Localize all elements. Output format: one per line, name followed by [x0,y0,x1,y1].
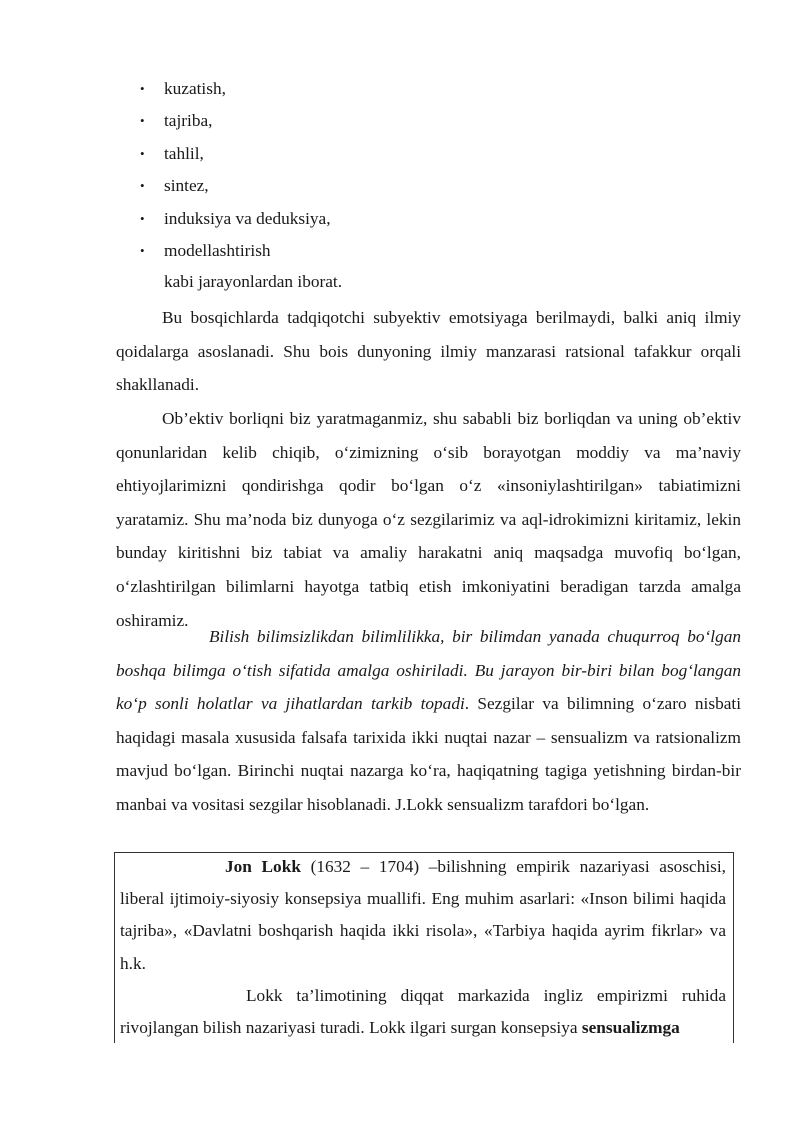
biography-paragraph-2 [120,980,726,1043]
italic-definition: Bilish bilimsizlikdan bilimlilikka, bir bilimdan yanada chuqurroq bo‘lgan boshqa bilimga o‘tish sifatida amalga oshiriladi. Bu jarayon bir-biri bilan bog‘langan ko‘p sonli holatlar va jihatlardan tarkib topadi [116,627,741,714]
bullet-icon: • [140,113,145,129]
list-conclusion: kabi jarayonlardan iborat. [164,272,343,291]
list-item-text: tajriba, [164,111,213,131]
biography-box [114,852,734,1043]
biography-intro [120,852,726,980]
list-item [136,235,696,267]
person-name: Jon Lokk [225,857,301,876]
paragraph-2: Ob’ektiv borliqni biz yaratmaganmiz, shu sababli biz borliqdan va uning ob’ektiv qonunlaridan kelib chiqib, o‘zimizning o‘sib borayotgan moddiy va ma’naviy ehtiyojlarimizni qondirishga qodir bo‘lgan o‘z «insoniylashtirilgan» tabiatimizni yaratamiz. Shu ma’noda biz dunyoga o‘z sezgilarimiz va aql-idrokimizni kiritamiz, lekin bunday kiritishni biz tabiat va amaliy harakatni aniq maqsadga muvofiq bo‘lgan, o‘zlashtirilgan bilimlarni hayotga tatbiq etish imkoniyatini beradigan tarzda amalga oshiramiz. [116,409,741,630]
bullet-icon: • [140,210,145,226]
list-item [136,138,696,170]
list-item [136,170,696,202]
list-item [136,105,696,137]
list-item [136,73,696,105]
method-list [136,73,696,267]
paragraph-1: Bu bosqichlarda tadqiqotchi subyektiv emotsiyaga berilmaydi, balki aniq ilmiy qoidalarga asoslanadi. Shu bois dunyoning ilmiy manzarasi ratsional tafakkur orqali shakllanadi. [116,308,741,395]
biography-text: (1632 – 1704) –bilishning empirik nazariyasi asoschisi, liberal ijtimoiy-siyosiy konsepsiya muallifi. Eng muhim asarlari: «Inson bilimi haqida tajriba», «Davlatni boshqarish haqida ikki risola», «Tarbiya haqida ayrim fikrlar» va h.k. [120,857,727,973]
bullet-icon: • [140,178,145,194]
list-item-text: modellashtirish [164,240,271,260]
list-item-text: induksiya va deduksiya, [164,208,331,228]
paragraph-3-rest: . Sezgilar va bilimning o‘zaro nisbati haqidagi masala xususida falsafa tarixida ikki nuqtai nazar – sensualizm va ratsionalizm mavjud bo‘lgan. Birinchi nuqtai nazarga ko‘ra, haqiqatning tagiga yetishning birdan-bir manbai va vositasi sezgilar hisoblanadi. J.Lokk sensualizm tarafdori bo‘lgan. [116,694,741,814]
paragraph-3 [116,620,741,822]
list-item [136,203,696,235]
bold-term: sensualizmga [581,1018,680,1038]
bullet-icon: • [140,242,145,258]
bullet-icon: • [140,145,145,161]
list-item-text: tahlil, [164,143,204,163]
list-item-text: kuzatish, [164,79,226,98]
list-item-text: sintez, [164,176,209,196]
bullet-icon: • [140,81,145,96]
biography-paragraph-2-text: Lokk ta’limotining diqqat markazida ingliz empirizmi ruhida rivojlangan bilish nazariyasi turadi. Lokk ilgari surgan konsepsiya [120,986,726,1038]
